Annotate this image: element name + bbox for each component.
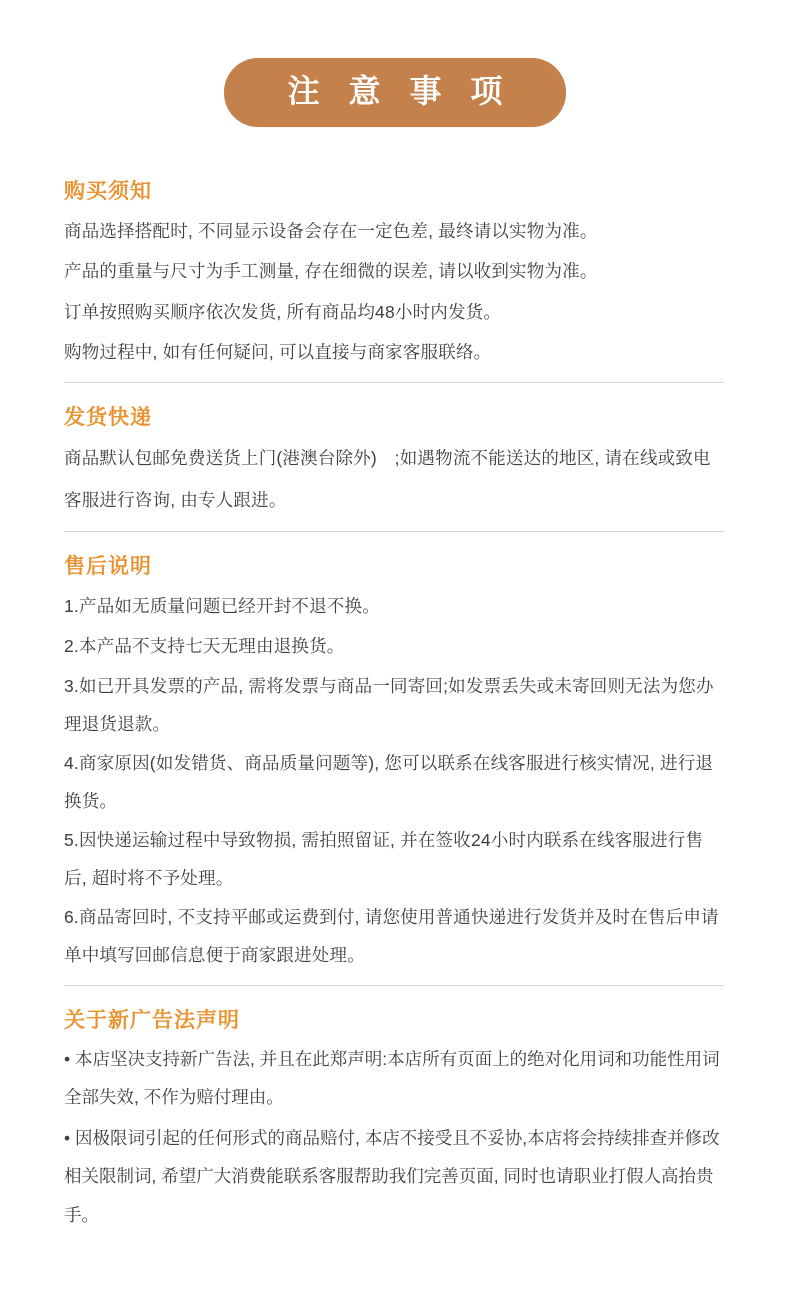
delivery-line-1: 商品默认包邮免费送货上门(港澳台除外) ;如遇物流不能送达的地区, 请在线或致电客服进行咨询, 由专人跟进。 bbox=[64, 448, 711, 511]
notice-content bbox=[0, 175, 790, 1244]
section-title-advertising-law: 关于新广告法声明 bbox=[64, 1008, 240, 1032]
section-title-after-sales: 售后说明 bbox=[64, 555, 152, 579]
advertising-law-bullet-1: • 本店坚决支持新广告法, 并且在此郑声明:本店所有页面上的绝对化用词和功能性用词全部失效, 不作为赔付理由。 bbox=[64, 1048, 720, 1108]
purchase-line-3: 订单按照购买顺序依次发货, 所有商品均48小时内发货。 bbox=[64, 301, 502, 322]
after-sales-line-4: 4.商家原因(如发错货、商品质量问题等), 您可以联系在线客服进行核实情况, 进行退换货。 bbox=[64, 752, 714, 812]
after-sales-line-6: 6.商品寄回时, 不支持平邮或运费到付, 请您使用普通快递进行发货并及时在售后申请单中填写回邮信息便于商家跟进处理。 bbox=[64, 906, 719, 966]
purchase-line-2: 产品的重量与尺寸为手工测量, 存在细微的误差, 请以收到实物为准。 bbox=[64, 261, 598, 282]
page-title-banner: 注 意 事 项 bbox=[224, 58, 567, 127]
section-purchase-notice bbox=[64, 175, 724, 382]
after-sales-line-2: 2.本产品不支持七天无理由退换货。 bbox=[64, 636, 345, 657]
after-sales-line-5: 5.因快递运输过程中导致物损, 需拍照留证, 并在签收24小时内联系在线客服进行售后, 超时将不予处理。 bbox=[64, 829, 704, 889]
section-advertising-law bbox=[64, 985, 724, 1245]
after-sales-line-3: 3.如已开具发票的产品, 需将发票与商品一同寄回;如发票丢失或未寄回则无法为您办理退货退款。 bbox=[64, 675, 714, 735]
after-sales-line-1: 1.产品如无质量问题已经开封不退不换。 bbox=[64, 596, 380, 617]
section-delivery bbox=[64, 382, 724, 531]
section-title-delivery: 发货快递 bbox=[64, 406, 152, 430]
section-after-sales bbox=[64, 531, 724, 985]
purchase-line-1: 商品选择搭配时, 不同显示设备会存在一定色差, 最终请以实物为准。 bbox=[64, 221, 598, 242]
section-title-purchase: 购买须知 bbox=[64, 180, 152, 204]
purchase-line-4: 购物过程中, 如有任何疑问, 可以直接与商家客服联络。 bbox=[64, 341, 492, 362]
banner-container bbox=[0, 0, 790, 127]
advertising-law-bullet-2: • 因极限词引起的任何形式的商品赔付, 本店不接受且不妥协,本店将会持续排查并修改相关限制词, 希望广大消费能联系客服帮助我们完善页面, 同时也请职业打假人高抬贵手。 bbox=[64, 1127, 720, 1225]
